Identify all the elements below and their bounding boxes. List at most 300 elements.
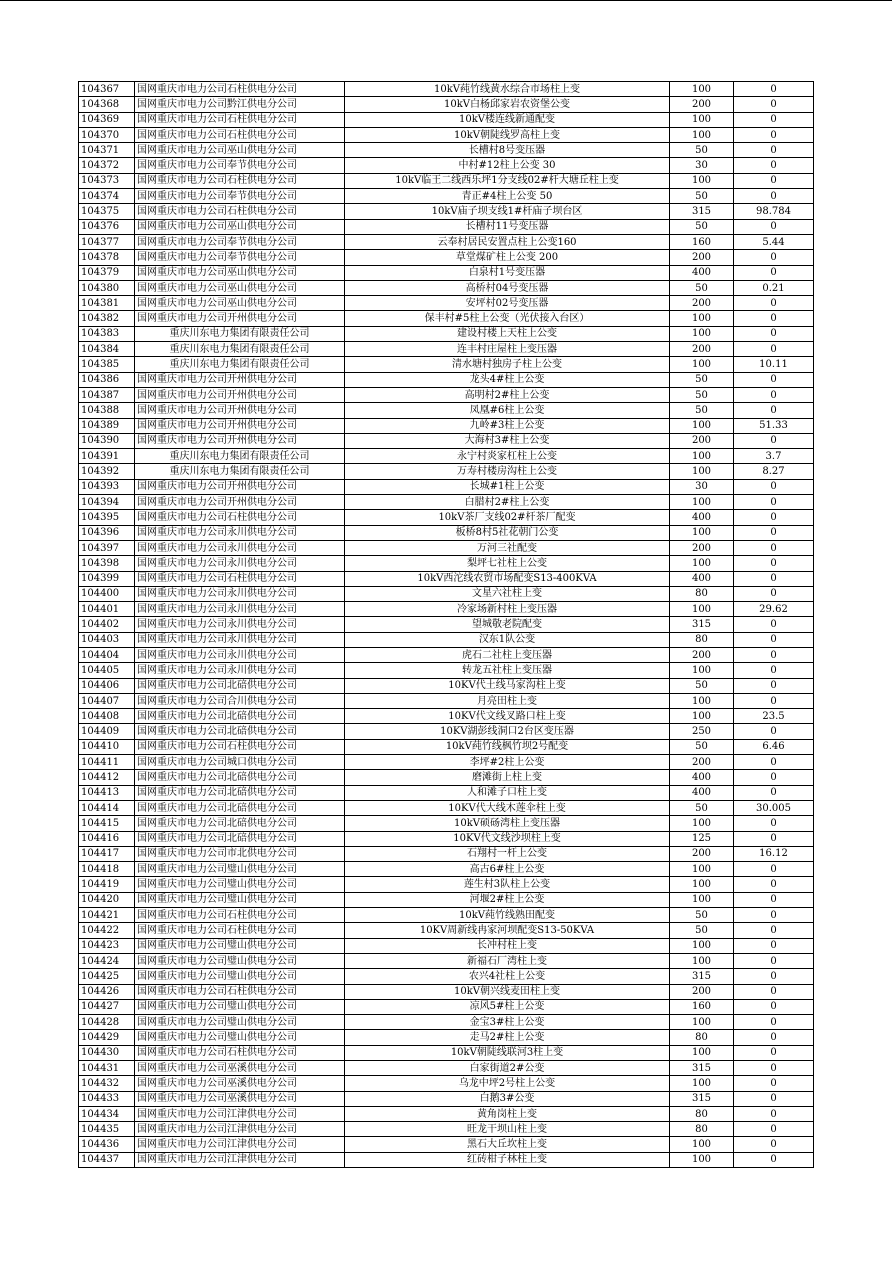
- record-id-cell: 104427: [79, 999, 135, 1014]
- record-id-cell: 104381: [79, 296, 135, 311]
- company-cell: 国网重庆市电力公司永川供电分公司: [135, 525, 345, 540]
- capacity-cell: 80: [670, 632, 734, 647]
- table-row: [79, 265, 814, 280]
- value-cell: 0: [734, 112, 814, 127]
- record-id-cell: 104401: [79, 602, 135, 617]
- table-row: [79, 280, 814, 295]
- capacity-cell: 200: [670, 647, 734, 662]
- value-cell: 0: [734, 785, 814, 800]
- transformer-name-cell: 汉东1队公变: [345, 632, 670, 647]
- record-id-cell: 104379: [79, 265, 135, 280]
- value-cell: 0: [734, 923, 814, 938]
- capacity-cell: 100: [670, 525, 734, 540]
- table-row: [79, 755, 814, 770]
- transformer-name-cell: 黑石大丘坎柱上变: [345, 1137, 670, 1152]
- capacity-cell: 80: [670, 586, 734, 601]
- record-id-cell: 104368: [79, 97, 135, 112]
- value-cell: 0: [734, 1045, 814, 1060]
- record-id-cell: 104420: [79, 892, 135, 907]
- record-id-cell: 104369: [79, 112, 135, 127]
- capacity-cell: 30: [670, 158, 734, 173]
- record-id-cell: 104383: [79, 326, 135, 341]
- company-cell: 国网重庆市电力公司璧山供电分公司: [135, 1030, 345, 1045]
- company-cell: 国网重庆市电力公司石柱供电分公司: [135, 127, 345, 142]
- capacity-cell: 200: [670, 433, 734, 448]
- transformer-name-cell: 万河三社配变: [345, 540, 670, 555]
- company-cell: 国网重庆市电力公司巫溪供电分公司: [135, 1061, 345, 1076]
- company-cell: 重庆川东电力集团有限责任公司: [135, 449, 345, 464]
- value-cell: 0: [734, 189, 814, 204]
- transformer-name-cell: 农兴4社柱上公变: [345, 969, 670, 984]
- capacity-cell: 125: [670, 831, 734, 846]
- capacity-cell: 80: [670, 1106, 734, 1121]
- value-cell: 0: [734, 510, 814, 525]
- table-row: [79, 724, 814, 739]
- capacity-cell: 100: [670, 464, 734, 479]
- company-cell: 国网重庆市电力公司北碚供电分公司: [135, 709, 345, 724]
- company-cell: 国网重庆市电力公司石柱供电分公司: [135, 571, 345, 586]
- table-row: [79, 311, 814, 326]
- table-row: [79, 892, 814, 907]
- transformer-name-cell: 走马2#柱上公变: [345, 1030, 670, 1045]
- transformer-name-cell: 10KV代文线叉路口柱上变: [345, 709, 670, 724]
- record-id-cell: 104423: [79, 938, 135, 953]
- capacity-cell: 315: [670, 204, 734, 219]
- value-cell: 0: [734, 1030, 814, 1045]
- value-cell: 0: [734, 525, 814, 540]
- transformer-name-cell: 10kV莼竹线黄水综合市场柱上变: [345, 82, 670, 97]
- value-cell: 0: [734, 296, 814, 311]
- transformer-name-cell: 10kV西沱线农贸市场配变S13-400KVA: [345, 571, 670, 586]
- capacity-cell: 80: [670, 1030, 734, 1045]
- value-cell: 0: [734, 495, 814, 510]
- transformer-name-cell: 白腊村2#柱上公变: [345, 495, 670, 510]
- company-cell: 国网重庆市电力公司石柱供电分公司: [135, 510, 345, 525]
- table-row: [79, 846, 814, 861]
- value-cell: 0.21: [734, 280, 814, 295]
- record-id-cell: 104415: [79, 816, 135, 831]
- transformer-name-cell: 10kV朝陡线罗高柱上变: [345, 127, 670, 142]
- record-id-cell: 104384: [79, 342, 135, 357]
- table-row: [79, 1091, 814, 1106]
- table-row: [79, 831, 814, 846]
- value-cell: 0: [734, 892, 814, 907]
- table-row: [79, 82, 814, 97]
- record-id-cell: 104432: [79, 1076, 135, 1091]
- company-cell: 重庆川东电力集团有限责任公司: [135, 342, 345, 357]
- transformer-name-cell: 云奉村居民安置点柱上公变160: [345, 234, 670, 249]
- record-id-cell: 104407: [79, 693, 135, 708]
- record-id-cell: 104402: [79, 617, 135, 632]
- company-cell: 国网重庆市电力公司巫山供电分公司: [135, 265, 345, 280]
- value-cell: 0: [734, 1015, 814, 1030]
- value-cell: 16.12: [734, 846, 814, 861]
- company-cell: 国网重庆市电力公司北碚供电分公司: [135, 785, 345, 800]
- table-row: [79, 1030, 814, 1045]
- value-cell: 0: [734, 1152, 814, 1167]
- table-row: [79, 173, 814, 188]
- value-cell: 0: [734, 877, 814, 892]
- capacity-cell: 200: [670, 540, 734, 555]
- value-cell: 0: [734, 250, 814, 265]
- table-row: [79, 908, 814, 923]
- transformer-name-cell: 转龙五社柱上变压器: [345, 663, 670, 678]
- company-cell: 国网重庆市电力公司璧山供电分公司: [135, 877, 345, 892]
- capacity-cell: 315: [670, 969, 734, 984]
- transformer-name-cell: 虎石二社柱上变压器: [345, 647, 670, 662]
- table-row: [79, 969, 814, 984]
- transformer-name-cell: 白鹅3#公变: [345, 1091, 670, 1106]
- transformer-name-cell: 建设村楼上天柱上公变: [345, 326, 670, 341]
- table-row: [79, 433, 814, 448]
- value-cell: 5.44: [734, 234, 814, 249]
- value-cell: 10.11: [734, 357, 814, 372]
- capacity-cell: 315: [670, 617, 734, 632]
- table-row: [79, 586, 814, 601]
- company-cell: 国网重庆市电力公司璧山供电分公司: [135, 892, 345, 907]
- transformer-name-cell: 长冲村柱上变: [345, 938, 670, 953]
- transformer-name-cell: 凤凰#6柱上公变: [345, 403, 670, 418]
- record-id-cell: 104428: [79, 1015, 135, 1030]
- company-cell: 国网重庆市电力公司永川供电分公司: [135, 663, 345, 678]
- table-row: [79, 602, 814, 617]
- value-cell: 0: [734, 663, 814, 678]
- capacity-cell: 100: [670, 1152, 734, 1167]
- table-row: [79, 219, 814, 234]
- transformer-name-cell: 磨滩街上柱上变: [345, 770, 670, 785]
- table-row: [79, 999, 814, 1014]
- table-row: [79, 1137, 814, 1152]
- capacity-cell: 400: [670, 265, 734, 280]
- table-row: [79, 403, 814, 418]
- value-cell: 0: [734, 540, 814, 555]
- transformer-name-cell: 莲生村3队柱上公变: [345, 877, 670, 892]
- table-row: [79, 693, 814, 708]
- value-cell: 0: [734, 127, 814, 142]
- record-id-cell: 104413: [79, 785, 135, 800]
- value-cell: 0: [734, 342, 814, 357]
- table-row: [79, 189, 814, 204]
- capacity-cell: 50: [670, 387, 734, 402]
- transformer-name-cell: 李坪#2柱上公变: [345, 755, 670, 770]
- record-id-cell: 104403: [79, 632, 135, 647]
- transformer-name-cell: 凉风5#柱上公变: [345, 999, 670, 1014]
- value-cell: 0: [734, 678, 814, 693]
- value-cell: 0: [734, 862, 814, 877]
- record-id-cell: 104404: [79, 647, 135, 662]
- capacity-cell: 100: [670, 326, 734, 341]
- record-id-cell: 104378: [79, 250, 135, 265]
- company-cell: 国网重庆市电力公司市北供电分公司: [135, 846, 345, 861]
- capacity-cell: 100: [670, 1137, 734, 1152]
- transformer-name-cell: 10KV湖彭线洞口2台区变压器: [345, 724, 670, 739]
- table-row: [79, 678, 814, 693]
- company-cell: 国网重庆市电力公司永川供电分公司: [135, 586, 345, 601]
- table-row: [79, 372, 814, 387]
- value-cell: 0: [734, 311, 814, 326]
- capacity-cell: 100: [670, 82, 734, 97]
- transformer-name-cell: 乌龙中坪2号柱上公变: [345, 1076, 670, 1091]
- transformer-name-cell: 高桥村04号变压器: [345, 280, 670, 295]
- capacity-cell: 100: [670, 938, 734, 953]
- company-cell: 国网重庆市电力公司开州供电分公司: [135, 311, 345, 326]
- record-id-cell: 104410: [79, 739, 135, 754]
- table-row: [79, 1122, 814, 1137]
- record-id-cell: 104390: [79, 433, 135, 448]
- record-id-cell: 104394: [79, 495, 135, 510]
- record-id-cell: 104431: [79, 1061, 135, 1076]
- capacity-cell: 400: [670, 571, 734, 586]
- capacity-cell: 100: [670, 877, 734, 892]
- record-id-cell: 104417: [79, 846, 135, 861]
- company-cell: 国网重庆市电力公司璧山供电分公司: [135, 999, 345, 1014]
- company-cell: 国网重庆市电力公司开州供电分公司: [135, 479, 345, 494]
- company-cell: 国网重庆市电力公司巫溪供电分公司: [135, 1076, 345, 1091]
- table-row: [79, 571, 814, 586]
- table-row: [79, 632, 814, 647]
- capacity-cell: 160: [670, 999, 734, 1014]
- transformer-name-cell: 新福石厂湾柱上变: [345, 953, 670, 968]
- record-id-cell: 104376: [79, 219, 135, 234]
- transformer-name-cell: 10kV莼竹线枫竹坝2号配变: [345, 739, 670, 754]
- capacity-cell: 50: [670, 908, 734, 923]
- capacity-cell: 100: [670, 862, 734, 877]
- record-id-cell: 104412: [79, 770, 135, 785]
- value-cell: 0: [734, 219, 814, 234]
- record-id-cell: 104411: [79, 755, 135, 770]
- company-cell: 国网重庆市电力公司北碚供电分公司: [135, 800, 345, 815]
- transformer-name-cell: 长城#1柱上公变: [345, 479, 670, 494]
- company-cell: 国网重庆市电力公司合川供电分公司: [135, 693, 345, 708]
- company-cell: 国网重庆市电力公司北碚供电分公司: [135, 831, 345, 846]
- table-row: [79, 112, 814, 127]
- company-cell: 国网重庆市电力公司石柱供电分公司: [135, 984, 345, 999]
- table-row: [79, 234, 814, 249]
- record-id-cell: 104406: [79, 678, 135, 693]
- transformer-name-cell: 黄角岗柱上变: [345, 1106, 670, 1121]
- table-row: [79, 816, 814, 831]
- value-cell: 0: [734, 571, 814, 586]
- company-cell: 重庆川东电力集团有限责任公司: [135, 326, 345, 341]
- table-row: [79, 953, 814, 968]
- company-cell: 国网重庆市电力公司奉节供电分公司: [135, 189, 345, 204]
- company-cell: 国网重庆市电力公司璧山供电分公司: [135, 862, 345, 877]
- value-cell: 0: [734, 632, 814, 647]
- transformer-name-cell: 中村#12柱上公变 30: [345, 158, 670, 173]
- record-id-cell: 104408: [79, 709, 135, 724]
- company-cell: 国网重庆市电力公司黔江供电分公司: [135, 97, 345, 112]
- value-cell: 0: [734, 999, 814, 1014]
- value-cell: 0: [734, 984, 814, 999]
- record-id-cell: 104416: [79, 831, 135, 846]
- value-cell: 0: [734, 372, 814, 387]
- company-cell: 国网重庆市电力公司奉节供电分公司: [135, 250, 345, 265]
- value-cell: 0: [734, 1106, 814, 1121]
- company-cell: 重庆川东电力集团有限责任公司: [135, 357, 345, 372]
- transformer-name-cell: 连丰村庄屋柱上变压器: [345, 342, 670, 357]
- company-cell: 国网重庆市电力公司石柱供电分公司: [135, 739, 345, 754]
- value-cell: 0: [734, 908, 814, 923]
- table-row: [79, 617, 814, 632]
- company-cell: 国网重庆市电力公司璧山供电分公司: [135, 938, 345, 953]
- capacity-cell: 50: [670, 739, 734, 754]
- table-row: [79, 357, 814, 372]
- company-cell: 国网重庆市电力公司开州供电分公司: [135, 433, 345, 448]
- transformer-name-cell: 河堰2#柱上公变: [345, 892, 670, 907]
- capacity-cell: 100: [670, 953, 734, 968]
- table-row: [79, 296, 814, 311]
- value-cell: 0: [734, 1061, 814, 1076]
- table-row: [79, 449, 814, 464]
- record-id-cell: 104372: [79, 158, 135, 173]
- value-cell: 98.784: [734, 204, 814, 219]
- capacity-cell: 100: [670, 1045, 734, 1060]
- company-cell: 国网重庆市电力公司江津供电分公司: [135, 1152, 345, 1167]
- transformer-name-cell: 10KV代大线木莲伞柱上变: [345, 800, 670, 815]
- capacity-cell: 100: [670, 709, 734, 724]
- table-row: [79, 1015, 814, 1030]
- capacity-cell: 200: [670, 342, 734, 357]
- table-row: [79, 479, 814, 494]
- capacity-cell: 100: [670, 495, 734, 510]
- capacity-cell: 50: [670, 678, 734, 693]
- value-cell: 0: [734, 479, 814, 494]
- capacity-cell: 100: [670, 357, 734, 372]
- record-id-cell: 104371: [79, 143, 135, 158]
- transformer-name-cell: 金宝3#柱上公变: [345, 1015, 670, 1030]
- company-cell: 国网重庆市电力公司永川供电分公司: [135, 617, 345, 632]
- table-row: [79, 800, 814, 815]
- company-cell: 国网重庆市电力公司石柱供电分公司: [135, 112, 345, 127]
- capacity-cell: 30: [670, 479, 734, 494]
- transformer-name-cell: 人和滩子口柱上变: [345, 785, 670, 800]
- company-cell: 国网重庆市电力公司开州供电分公司: [135, 418, 345, 433]
- capacity-cell: 100: [670, 449, 734, 464]
- company-cell: 国网重庆市电力公司巫溪供电分公司: [135, 1091, 345, 1106]
- table-row: [79, 510, 814, 525]
- capacity-cell: 50: [670, 800, 734, 815]
- record-id-cell: 104398: [79, 556, 135, 571]
- transformer-table: [78, 81, 814, 1168]
- company-cell: 国网重庆市电力公司璧山供电分公司: [135, 953, 345, 968]
- capacity-cell: 100: [670, 663, 734, 678]
- capacity-cell: 160: [670, 234, 734, 249]
- record-id-cell: 104396: [79, 525, 135, 540]
- capacity-cell: 200: [670, 846, 734, 861]
- value-cell: 0: [734, 265, 814, 280]
- transformer-name-cell: 清水塘村独房子柱上公变: [345, 357, 670, 372]
- transformer-name-cell: 青正#4柱上公变 50: [345, 189, 670, 204]
- capacity-cell: 100: [670, 556, 734, 571]
- capacity-cell: 100: [670, 693, 734, 708]
- company-cell: 国网重庆市电力公司开州供电分公司: [135, 372, 345, 387]
- transformer-name-cell: 10KV代土线马家沟柱上变: [345, 678, 670, 693]
- value-cell: 0: [734, 556, 814, 571]
- table-row: [79, 1106, 814, 1121]
- transformer-name-cell: 板桥8村5社花朝门公变: [345, 525, 670, 540]
- record-id-cell: 104373: [79, 173, 135, 188]
- value-cell: 0: [734, 816, 814, 831]
- transformer-name-cell: 安坪村02号变压器: [345, 296, 670, 311]
- value-cell: 0: [734, 143, 814, 158]
- transformer-name-cell: 万寿村楼房沟柱上公变: [345, 464, 670, 479]
- record-id-cell: 104435: [79, 1122, 135, 1137]
- company-cell: 国网重庆市电力公司石柱供电分公司: [135, 204, 345, 219]
- company-cell: 国网重庆市电力公司石柱供电分公司: [135, 1045, 345, 1060]
- company-cell: 国网重庆市电力公司永川供电分公司: [135, 632, 345, 647]
- transformer-name-cell: 10kV临王二线西乐坪1分支线02#杆大塘丘柱上变: [345, 173, 670, 188]
- table-row: [79, 495, 814, 510]
- value-cell: 0: [734, 617, 814, 632]
- record-id-cell: 104388: [79, 403, 135, 418]
- table-row: [79, 143, 814, 158]
- transformer-name-cell: 10KV周新线冉家河坝配变S13-50KVA: [345, 923, 670, 938]
- company-cell: 国网重庆市电力公司璧山供电分公司: [135, 969, 345, 984]
- record-id-cell: 104370: [79, 127, 135, 142]
- transformer-name-cell: 龙头4#柱上公变: [345, 372, 670, 387]
- table-row: [79, 1061, 814, 1076]
- table-row: [79, 1045, 814, 1060]
- value-cell: 0: [734, 938, 814, 953]
- value-cell: 30.005: [734, 800, 814, 815]
- capacity-cell: 200: [670, 984, 734, 999]
- transformer-name-cell: 文星六社柱上变: [345, 586, 670, 601]
- company-cell: 国网重庆市电力公司石柱供电分公司: [135, 173, 345, 188]
- capacity-cell: 100: [670, 112, 734, 127]
- capacity-cell: 50: [670, 143, 734, 158]
- record-id-cell: 104429: [79, 1030, 135, 1045]
- table-row: [79, 464, 814, 479]
- table-row: [79, 877, 814, 892]
- capacity-cell: 50: [670, 280, 734, 295]
- capacity-cell: 80: [670, 1122, 734, 1137]
- capacity-cell: 200: [670, 755, 734, 770]
- company-cell: 国网重庆市电力公司江津供电分公司: [135, 1137, 345, 1152]
- value-cell: 0: [734, 647, 814, 662]
- value-cell: 0: [734, 97, 814, 112]
- company-cell: 国网重庆市电力公司北碚供电分公司: [135, 770, 345, 785]
- capacity-cell: 50: [670, 923, 734, 938]
- table-row: [79, 785, 814, 800]
- table-row: [79, 387, 814, 402]
- value-cell: 0: [734, 693, 814, 708]
- record-id-cell: 104395: [79, 510, 135, 525]
- table-row: [79, 709, 814, 724]
- capacity-cell: 400: [670, 785, 734, 800]
- value-cell: 0: [734, 953, 814, 968]
- transformer-name-cell: 高明村2#柱上公变: [345, 387, 670, 402]
- transformer-name-cell: 永宁村炎家杠柱上公变: [345, 449, 670, 464]
- transformer-name-cell: 高古6#柱上公变: [345, 862, 670, 877]
- transformer-name-cell: 10kV朝兴线麦田柱上变: [345, 984, 670, 999]
- table-row: [79, 556, 814, 571]
- transformer-name-cell: 九岭#3柱上公变: [345, 418, 670, 433]
- table-row: [79, 923, 814, 938]
- table-row: [79, 525, 814, 540]
- transformer-name-cell: 长槽村11号变压器: [345, 219, 670, 234]
- value-cell: 3.7: [734, 449, 814, 464]
- table-row: [79, 158, 814, 173]
- company-cell: 国网重庆市电力公司北碚供电分公司: [135, 724, 345, 739]
- transformer-name-cell: 10kV庙子坝支线1#杆庙子坝台区: [345, 204, 670, 219]
- company-cell: 国网重庆市电力公司巫山供电分公司: [135, 280, 345, 295]
- table-row: [79, 1076, 814, 1091]
- table-row: [79, 418, 814, 433]
- record-id-cell: 104380: [79, 280, 135, 295]
- capacity-cell: 100: [670, 816, 734, 831]
- capacity-cell: 100: [670, 1015, 734, 1030]
- table-row: [79, 326, 814, 341]
